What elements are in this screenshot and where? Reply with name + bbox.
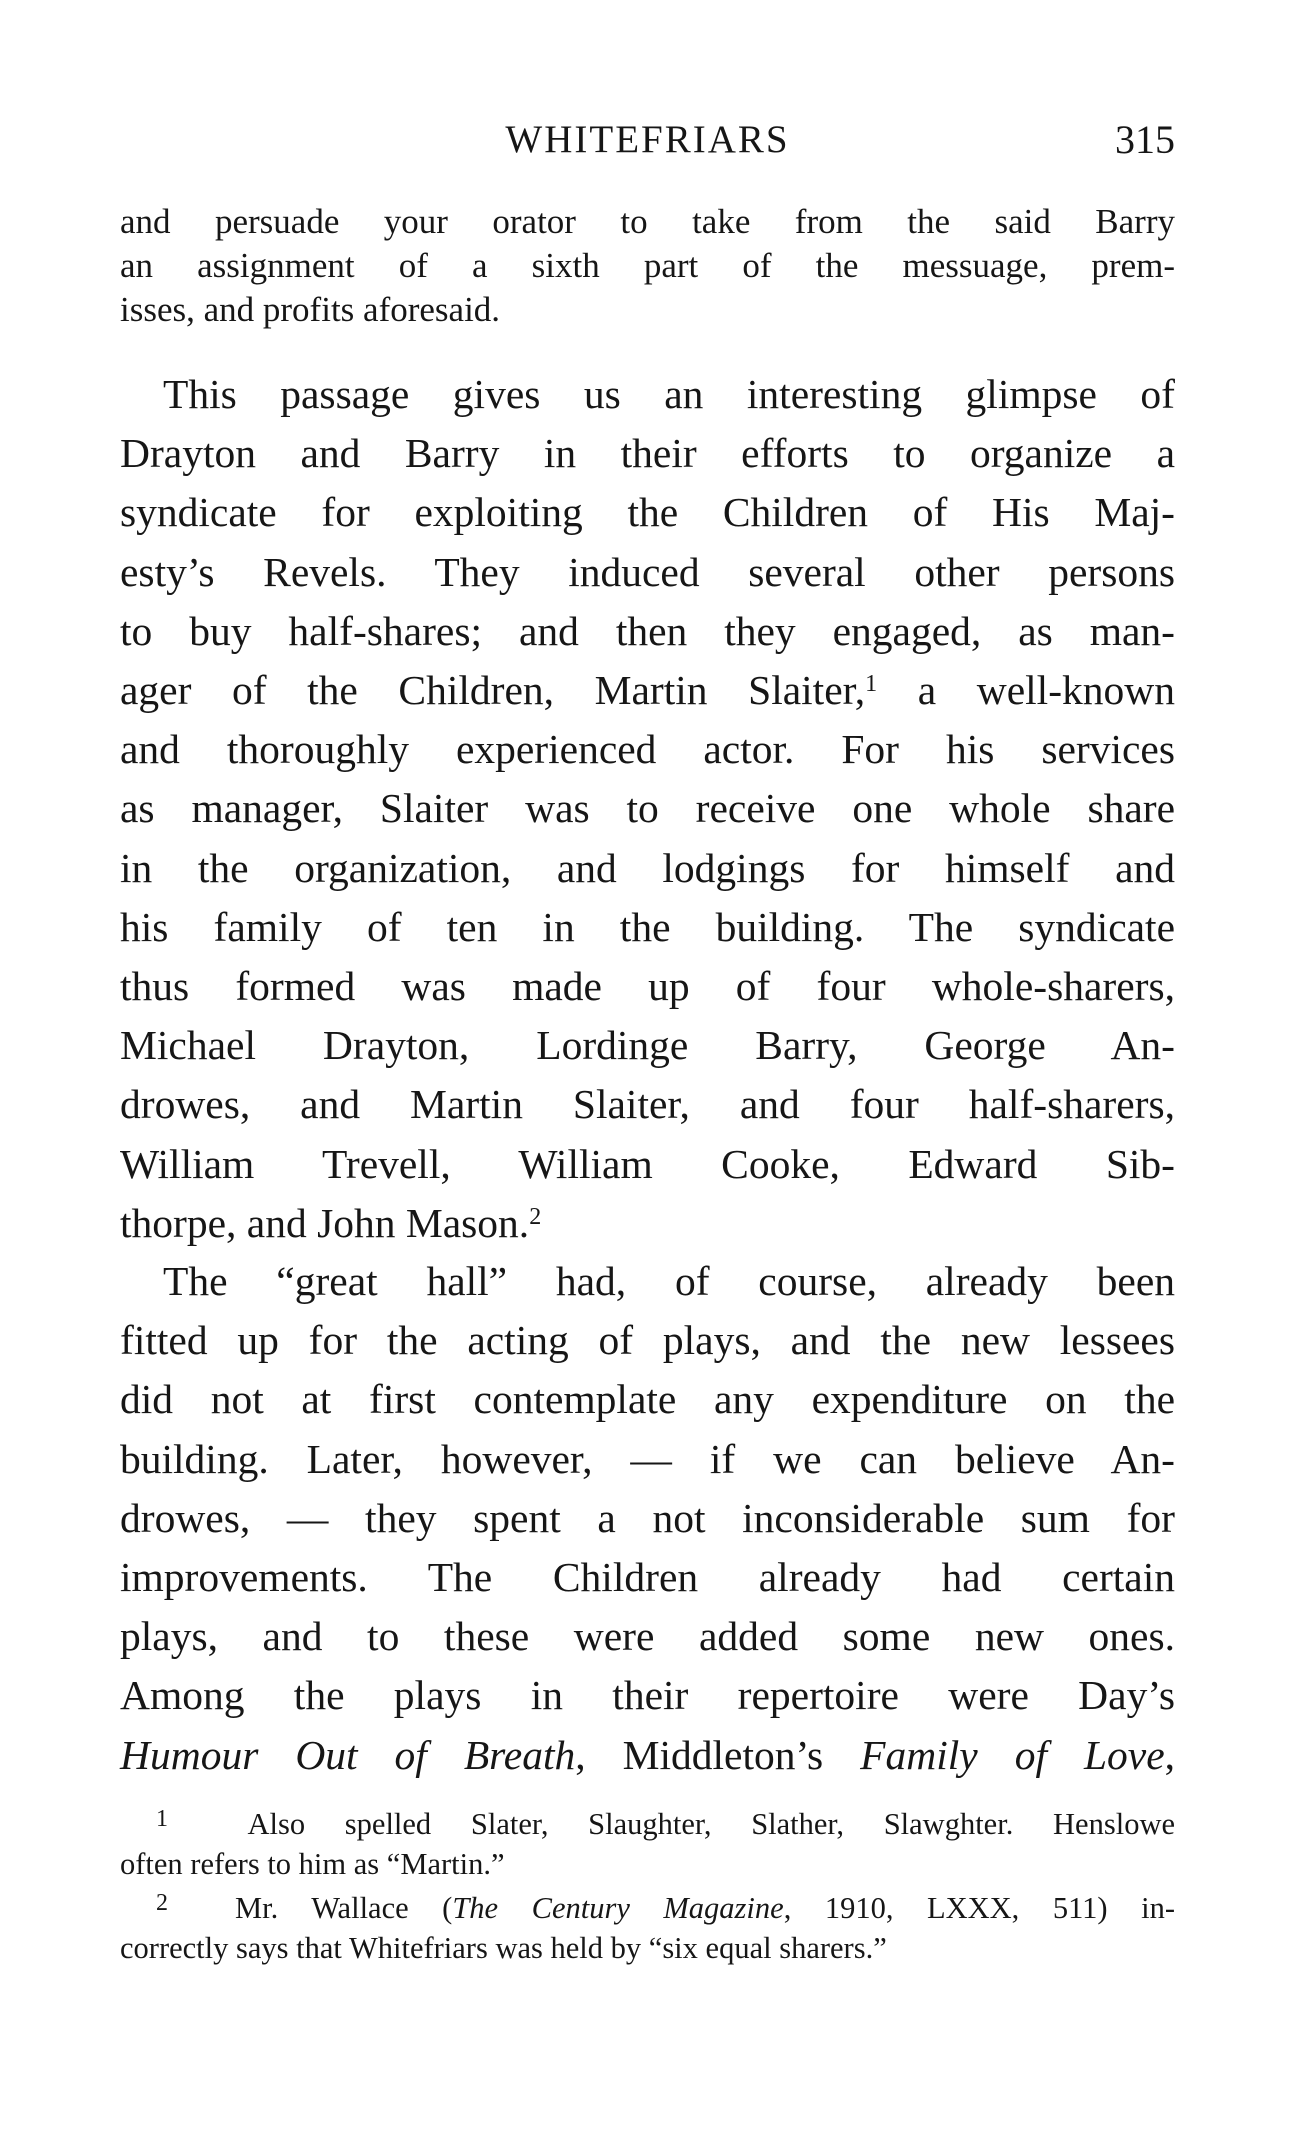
text-line: drowes, — they spent a not inconsiderable sum for [120, 1494, 1175, 1541]
footnote-ref-1: 1 [865, 671, 878, 698]
page-number: 315 [1115, 117, 1175, 162]
text-line: his family of ten in the building. The syndicate [120, 903, 1175, 950]
text-line: to buy half-shares; and then they engaged, as man- [120, 607, 1175, 654]
footnote-text: , 1910, LXXX, 511) in- [783, 1891, 1175, 1925]
running-head [120, 112, 1175, 172]
footnote-ref-2: 2 [529, 1203, 542, 1230]
paragraph-2 [120, 1252, 1175, 1785]
text-line: improvements. The Children already had certain [120, 1554, 1175, 1601]
text-line: syndicate for exploiting the Children of His Maj- [120, 489, 1175, 536]
text-segment: thorpe, and John Mason. [120, 1199, 530, 1246]
footnote-2-line: correctly says that Whitefriars was held by “six equal sharers.” [120, 1931, 887, 1965]
footnote-2-line [120, 1888, 1175, 1928]
text-line: an assignment of a sixth part of the messuage, prem- [120, 246, 1175, 285]
footnotes [120, 1804, 1175, 1968]
text-segment: , Middleton’s [575, 1731, 861, 1778]
text-line: fitted up for the acting of plays, and the new lessees [120, 1317, 1175, 1364]
journal-title: The Century Magazine [452, 1891, 784, 1925]
text-line: isses, and profits aforesaid. [120, 290, 501, 329]
play-title: Family of Love [860, 1731, 1165, 1778]
text-line: esty’s Revels. They induced several other persons [120, 548, 1175, 595]
text-line: as manager, Slaiter was to receive one whole share [120, 785, 1175, 832]
paragraph-1 [120, 365, 1175, 1253]
footnote-mark-1: 1 [156, 1806, 168, 1832]
footnote-text: Also spelled Slater, Slaughter, Slather, Slawghter. Henslowe [247, 1807, 1176, 1841]
text-segment: ager of the Children, Martin Slaiter, [120, 667, 866, 714]
play-title: Humour Out of Breath [120, 1731, 576, 1778]
text-line: This passage gives us an interesting glimpse of [163, 371, 1175, 417]
text-line: plays, and to these were added some new ones. [120, 1613, 1175, 1660]
text-segment: a well-known [877, 667, 1175, 714]
text-line: and thoroughly experienced actor. For his services [120, 726, 1175, 773]
text-line: William Trevell, William Cooke, Edward Sib- [120, 1140, 1175, 1187]
text-line: building. Later, however, — if we can believe An- [120, 1435, 1175, 1482]
text-segment: , [1164, 1731, 1176, 1778]
text-line: in the organization, and lodgings for himself and [120, 844, 1175, 891]
text-line: and persuade your orator to take from the said Barry [120, 202, 1175, 241]
footnote-mark-2: 2 [156, 1890, 168, 1916]
text-line [120, 661, 1175, 720]
text-line: thus formed was made up of four whole-sharers, [120, 963, 1175, 1010]
text-line: Drayton and Barry in their efforts to organize a [120, 430, 1175, 477]
footnote-1-line: often refers to him as “Martin.” [120, 1847, 505, 1881]
text-line [120, 1194, 1175, 1253]
text-line: did not at first contemplate any expenditure on the [120, 1376, 1175, 1423]
text-line: Among the plays in their repertoire were Day’s [120, 1672, 1175, 1719]
text-line: Michael Drayton, Lordinge Barry, George An- [120, 1022, 1175, 1069]
text-line: The “great hall” had, of course, already been [163, 1258, 1175, 1304]
text-line: drowes, and Martin Slaiter, and four half-sharers, [120, 1081, 1175, 1128]
footnote-text: Mr. Wallace ( [235, 1891, 453, 1925]
quoted-passage [120, 200, 1175, 332]
running-title: WHITEFRIARS [505, 118, 790, 161]
text-line [120, 1726, 1175, 1785]
footnote-1-line [120, 1804, 1175, 1844]
